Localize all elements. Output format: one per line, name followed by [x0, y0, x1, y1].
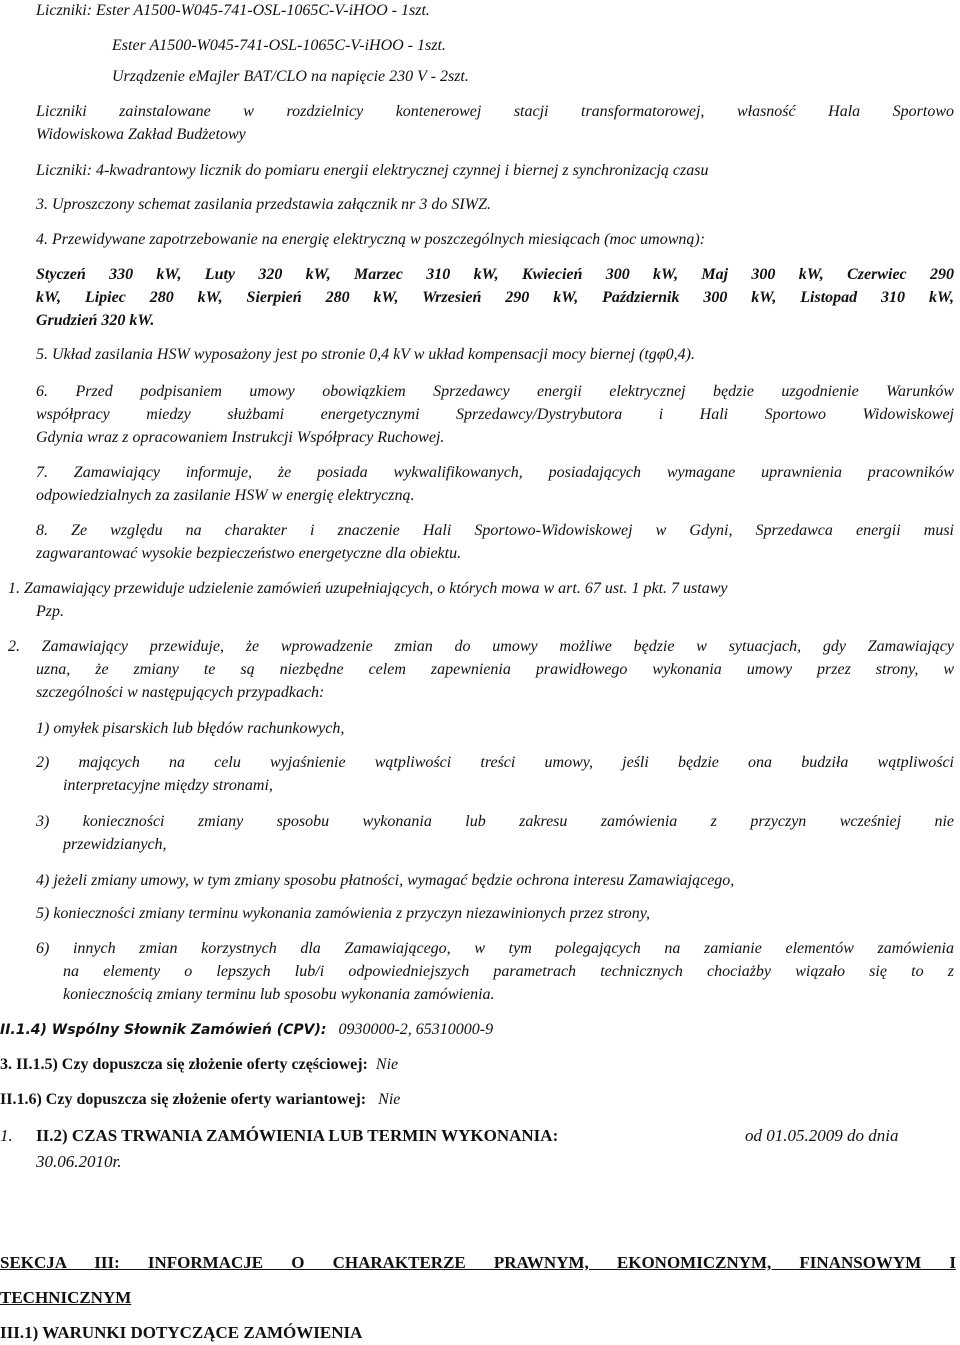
list-item-4: 4) jeżeli zmiany umowy, w tym zmiany sposobu płatności, wymagać będzie ochrona interesu Zamawiającego, [36, 872, 735, 889]
variant-offer-label: II.1.6) Czy dopuszcza się złożenie oferty wariantowej: [0, 1091, 367, 1108]
partial-offer-label: 3. II.1.5) Czy dopuszcza się złożenie oferty częściowej: [0, 1056, 368, 1073]
item-7-line-1: 7. Zamawiający informuje, że posiada wykwalifikowanych, posiadających wymagane uprawnienia pracowników [36, 464, 954, 481]
partial-offer-value: Nie [375, 1056, 399, 1073]
item-6-line-3: Gdynia wraz z opracowaniem Instrukcji Współpracy Ruchowej. [36, 429, 445, 446]
item-4-line-3: Grudzień 320 kW. [36, 312, 155, 329]
meters-line-2: Ester A1500-W045-741-OSL-1065C-V-iHOO - 1szt. [112, 37, 446, 54]
meters-location-line-2: Widowiskowa Zakład Budżetowy [36, 126, 246, 143]
item-3: 3. Uproszczony schemat zasilania przedstawia załącznik nr 3 do SIWZ. [36, 196, 491, 213]
point-2-line-1: 2. Zamawiający przewiduje, że wprowadzenie zmian do umowy możliwe będzie w sytuacjach, gdy Zamawiający [8, 638, 954, 655]
cpv-label: II.1.4) Wspólny Słownik Zamówień (CPV): [0, 1022, 327, 1038]
partial-offer-line [0, 1054, 398, 1076]
cpv-value: 0930000-2, 65310000-9 [338, 1021, 494, 1038]
list-item-6-line-3: koniecznością zmiany terminu lub sposobu wykonania zamówienia. [63, 986, 495, 1003]
item-8-line-1: 8. Ze względu na charakter i znaczenie Hali Sportowo-Widowiskowej w Gdyni, Sprzedawca energii musi [36, 522, 954, 539]
point-1-line-2: Pzp. [36, 603, 64, 620]
list-item-1: 1) omyłek pisarskich lub błędów rachunkowych, [36, 720, 345, 737]
list-item-3-line-2: przewidzianych, [63, 836, 167, 853]
list-item-2-line-2: interpretacyjne między stronami, [63, 777, 273, 794]
duration-value-end: 30.06.2010r. [36, 1152, 122, 1171]
duration-number: 1. [0, 1126, 13, 1145]
item-6-line-1: 6. Przed podpisaniem umowy obowiązkiem Sprzedawcy energii elektrycznej będzie uzgodnienie Warunków [36, 383, 954, 400]
item-6-line-2: współpracy miedzy służbami energetycznymi Sprzedawcy/Dystrybutora i Hali Sportowo Widowiskowej [36, 406, 954, 423]
item-7-line-2: odpowiedzialnych za zasilanie HSW w energię elektryczną. [36, 487, 415, 504]
list-item-6-line-2: na elementy o lepszych lub/i odpowiedniejszych parametrach technicznych chociażby wiązało się to z [63, 963, 954, 980]
meters-line-3: Urządzenie eMajler BAT/CLO na napięcie 230 V - 2szt. [112, 68, 469, 85]
list-item-6-line-1: 6) innych zmian korzystnych dla Zamawiającego, w tym polegających na zamianie elementów zamówienia [36, 940, 954, 957]
item-8-line-2: zagwarantować wysokie bezpieczeństwo energetyczne dla obiektu. [36, 545, 462, 562]
meters-line-1: Liczniki: Ester A1500-W045-741-OSL-1065C-V-iHOO - 1szt. [36, 2, 430, 19]
list-item-5: 5) konieczności zmiany terminu wykonania zamówienia z przyczyn niezawinionych przez strony, [36, 905, 650, 922]
variant-offer-value: Nie [378, 1091, 401, 1108]
duration-value: od 01.05.2009 do dnia [745, 1126, 899, 1145]
point-1-line-1: 1. Zamawiający przewiduje udzielenie zamówień uzupełniających, o których mowa w art. 67 ust. 1 pkt. 7 ustawy [8, 580, 728, 597]
variant-offer-line [0, 1089, 400, 1111]
cpv-line [0, 1019, 493, 1041]
meters-type-line: Liczniki: 4-kwadrantowy licznik do pomiaru energii elektrycznej czynnej i biernej z synchronizacją czasu [36, 162, 709, 179]
section-3-subheading: III.1) WARUNKI DOTYCZĄCE ZAMÓWIENIA [0, 1323, 363, 1342]
list-item-3-line-1: 3) konieczności zmiany sposobu wykonania lub zakresu zamówienia z przyczyn wcześniej nie [36, 813, 954, 830]
item-5: 5. Układ zasilania HSW wyposażony jest po stronie 0,4 kV w układ kompensacji mocy biernej (tgφ0,4). [36, 346, 695, 363]
list-item-2-line-1: 2) mających na celu wyjaśnienie wątpliwości treści umowy, jeśli będzie ona budziła wątpliwości [36, 754, 954, 771]
point-2-line-2: uzna, że zmiany te są niezbędne celem zapewnienia prawidłowego wykonania umowy przez strony, w [36, 661, 954, 678]
item-4-line-2: kW, Lipiec 280 kW, Sierpień 280 kW, Wrzesień 290 kW, Październik 300 kW, Listopad 310 kW, [36, 289, 954, 306]
duration-line [0, 1125, 960, 1147]
section-3-title-line-2: TECHNICZNYM [0, 1288, 132, 1307]
item-4-line-1: Styczeń 330 kW, Luty 320 kW, Marzec 310 kW, Kwiecień 300 kW, Maj 300 kW, Czerwiec 290 [36, 266, 954, 283]
item-4-heading: 4. Przewidywane zapotrzebowanie na energię elektryczną w poszczególnych miesiącach (moc umowną): [36, 231, 706, 248]
point-2-line-3: szczególności w następujących przypadkach: [36, 684, 325, 701]
section-3-title-line-1: SEKCJA III: INFORMACJE O CHARAKTERZE PRAWNYM, EKONOMICZNYM, FINANSOWYM I [0, 1253, 956, 1272]
duration-label: II.2) CZAS TRWANIA ZAMÓWIENIA LUB TERMIN WYKONANIA: [36, 1126, 559, 1145]
meters-location-line-1: Liczniki zainstalowane w rozdzielnicy kontenerowej stacji transformatorowej, własność Hala Sportowo [36, 103, 954, 120]
